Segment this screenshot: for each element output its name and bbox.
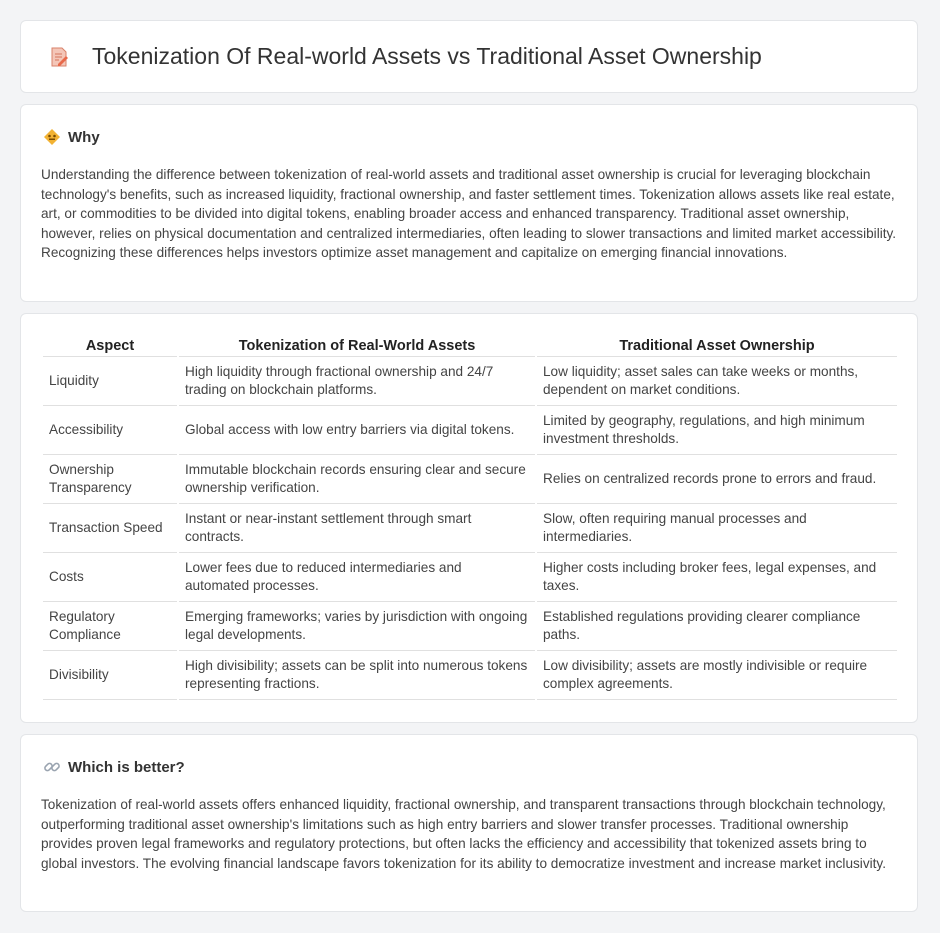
- row-aspect: Transaction Speed: [43, 504, 177, 553]
- document-edit-icon: [47, 45, 71, 69]
- row-tokenization: High divisibility; assets can be split into numerous tokens representing fractions.: [179, 651, 535, 700]
- table-row: [43, 455, 897, 504]
- row-aspect: Divisibility: [43, 651, 177, 700]
- row-traditional: Limited by geography, regulations, and high minimum investment thresholds.: [537, 406, 897, 455]
- row-aspect: Ownership Transparency: [43, 455, 177, 504]
- why-card: [20, 104, 918, 302]
- table-row: [43, 651, 897, 700]
- row-traditional: Low divisibility; assets are mostly indivisible or require complex agreements.: [537, 651, 897, 700]
- table-row: [43, 504, 897, 553]
- better-text: Tokenization of real-world assets offers enhanced liquidity, fractional ownership, and transparent transactions through blockchain technology, outperforming traditional asset ownership's limitations such as high entry barriers and slower transfer processes. Traditional ownership provides proven legal frameworks and regulatory protections, but often lacks the efficiency and accessibility that tokenized assets bring to global investors. The evolving financial landscape favors tokenization for its ability to democratize investment and increase market inclusivity.: [41, 797, 886, 871]
- header-traditional: Traditional Asset Ownership: [537, 336, 897, 357]
- row-traditional: Established regulations providing clearer compliance paths.: [537, 602, 897, 651]
- title-card: [20, 20, 918, 93]
- table-header-row: [43, 336, 897, 357]
- table-row: [43, 357, 897, 406]
- page-title: Tokenization Of Real-world Assets vs Traditional Asset Ownership: [92, 43, 762, 69]
- better-card: [20, 734, 918, 912]
- link-icon: [43, 758, 61, 776]
- comparison-table: [41, 336, 899, 700]
- diamond-warning-icon: [43, 128, 61, 146]
- row-traditional: Slow, often requiring manual processes and intermediaries.: [537, 504, 897, 553]
- row-tokenization: Lower fees due to reduced intermediaries and automated processes.: [179, 553, 535, 602]
- row-aspect: Accessibility: [43, 406, 177, 455]
- better-heading: Which is better?: [68, 758, 185, 776]
- better-header: [43, 758, 185, 776]
- why-header: [43, 128, 100, 146]
- table-row: [43, 602, 897, 651]
- table-row: [43, 553, 897, 602]
- row-tokenization: Emerging frameworks; varies by jurisdiction with ongoing legal developments.: [179, 602, 535, 651]
- why-text: Understanding the difference between tokenization of real-world assets and traditional asset ownership is crucial for leveraging blockchain technology's benefits, such as increased liquidity, fractional ownership, and faster settlement times. Tokenization allows assets like real estate, art, or commodities to be divided into digital tokens, enabling broader access and enhanced transparency. Traditional asset ownership, however, relies on physical documentation and centralized intermediaries, often leading to slower transactions and limited market accessibility. Recognizing these differences helps investors optimize asset management and capitalize on emerging financial innovations.: [41, 167, 897, 260]
- row-aspect: Liquidity: [43, 357, 177, 406]
- row-aspect: Regulatory Compliance: [43, 602, 177, 651]
- row-traditional: Higher costs including broker fees, legal expenses, and taxes.: [537, 553, 897, 602]
- row-traditional: Relies on centralized records prone to errors and fraud.: [537, 455, 897, 504]
- row-aspect: Costs: [43, 553, 177, 602]
- comparison-card: [20, 313, 918, 723]
- header-tokenization: Tokenization of Real-World Assets: [179, 336, 535, 357]
- row-tokenization: Global access with low entry barriers via digital tokens.: [179, 406, 535, 455]
- header-aspect: Aspect: [43, 336, 177, 357]
- why-heading: Why: [68, 128, 100, 146]
- title-row: [21, 21, 917, 92]
- table-row: [43, 406, 897, 455]
- row-traditional: Low liquidity; asset sales can take weeks or months, dependent on market conditions.: [537, 357, 897, 406]
- row-tokenization: Immutable blockchain records ensuring clear and secure ownership verification.: [179, 455, 535, 504]
- row-tokenization: Instant or near-instant settlement through smart contracts.: [179, 504, 535, 553]
- row-tokenization: High liquidity through fractional ownership and 24/7 trading on blockchain platforms.: [179, 357, 535, 406]
